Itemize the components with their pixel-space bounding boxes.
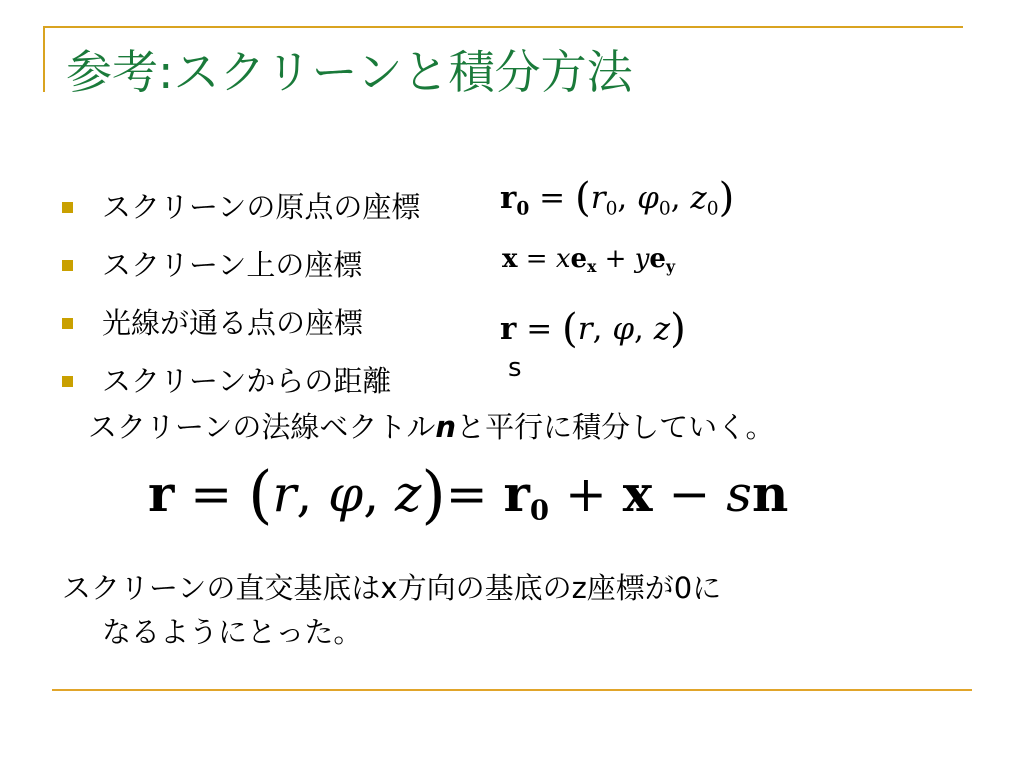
math-symbol: z bbox=[690, 179, 707, 216]
description-line: なるようにとった。 bbox=[102, 615, 363, 649]
bullet-text: スクリーンからの距離 bbox=[102, 364, 392, 398]
distance-symbol: s bbox=[508, 353, 522, 383]
math-symbol: r bbox=[590, 179, 606, 216]
square-bullet-icon bbox=[62, 202, 73, 213]
math-operator: = bbox=[539, 179, 566, 216]
math-subscript: 0 bbox=[658, 198, 671, 220]
bullet-text: スクリーン上の座標 bbox=[102, 248, 363, 282]
title-corner-horizontal-rule bbox=[43, 26, 963, 28]
math-subscript: 0 bbox=[529, 494, 550, 527]
math-symbol: r bbox=[503, 464, 530, 523]
bullet-text: スクリーンの原点の座標 bbox=[102, 190, 421, 224]
math-symbol: φ bbox=[612, 310, 635, 347]
math-operator: , bbox=[592, 310, 603, 347]
math-symbol: r bbox=[272, 465, 297, 523]
math-symbol: φ bbox=[637, 179, 659, 216]
math-operator: , bbox=[617, 179, 628, 216]
math-symbol: z bbox=[395, 465, 422, 523]
square-bullet-icon bbox=[62, 376, 73, 387]
square-bullet-icon bbox=[62, 260, 73, 271]
math-symbol: r bbox=[577, 310, 593, 347]
math-operator: , bbox=[634, 310, 644, 347]
math-operator: , bbox=[670, 179, 681, 216]
math-symbol: e bbox=[649, 244, 666, 274]
integration-description bbox=[88, 405, 775, 446]
bullet-text: 光線が通る点の座標 bbox=[102, 306, 364, 340]
math-symbol: r bbox=[500, 310, 517, 347]
math-symbol: z bbox=[653, 310, 671, 347]
math-symbol: r bbox=[500, 179, 517, 216]
math-subscript: 0 bbox=[605, 198, 618, 220]
math-operator: , bbox=[296, 465, 313, 523]
math-paren: ( bbox=[248, 458, 273, 531]
main-equation bbox=[148, 458, 788, 531]
screen-coordinate-formula bbox=[502, 244, 675, 276]
math-paren: ) bbox=[670, 305, 686, 352]
math-symbol: y bbox=[634, 244, 650, 274]
math-operator: = bbox=[526, 310, 553, 347]
description-line: スクリーンの直交基底はx方向の基底のz座標が0に bbox=[62, 571, 722, 605]
math-operator: = bbox=[445, 465, 488, 523]
math-paren: ) bbox=[718, 174, 735, 221]
math-symbol: φ bbox=[328, 465, 364, 523]
math-symbol: s bbox=[726, 465, 752, 523]
math-subscript: x bbox=[587, 257, 597, 277]
math-operator: , bbox=[363, 465, 380, 523]
math-symbol: x bbox=[622, 464, 653, 523]
math-symbol: x bbox=[502, 244, 518, 274]
description-text: と平行に積分していく。 bbox=[456, 410, 775, 444]
math-symbol: e bbox=[570, 244, 588, 274]
math-paren: ( bbox=[562, 305, 578, 352]
math-paren: ( bbox=[575, 174, 591, 221]
math-paren: ) bbox=[421, 458, 446, 531]
math-symbol: x bbox=[555, 244, 571, 274]
ray-point-formula bbox=[500, 305, 686, 352]
math-subscript: 0 bbox=[516, 198, 530, 220]
footer-rule bbox=[52, 689, 972, 691]
math-operator: = bbox=[525, 244, 548, 274]
math-symbol: r bbox=[148, 464, 175, 523]
math-symbol: n bbox=[751, 464, 789, 523]
slide-title: 参考:スクリーンと積分方法 bbox=[66, 45, 633, 99]
math-operator: = bbox=[190, 465, 233, 523]
basis-description bbox=[62, 566, 721, 654]
square-bullet-icon bbox=[62, 318, 73, 329]
description-text: スクリーンの法線ベクトル bbox=[88, 410, 436, 444]
math-operator: − bbox=[668, 465, 711, 523]
math-operator: + bbox=[604, 244, 627, 274]
normal-vector-symbol: n bbox=[435, 410, 457, 444]
math-operator: + bbox=[564, 465, 607, 523]
title-corner-vertical-rule bbox=[43, 26, 45, 92]
math-subscript: 0 bbox=[706, 198, 719, 220]
screen-origin-formula bbox=[500, 174, 734, 221]
math-subscript: y bbox=[665, 257, 675, 277]
